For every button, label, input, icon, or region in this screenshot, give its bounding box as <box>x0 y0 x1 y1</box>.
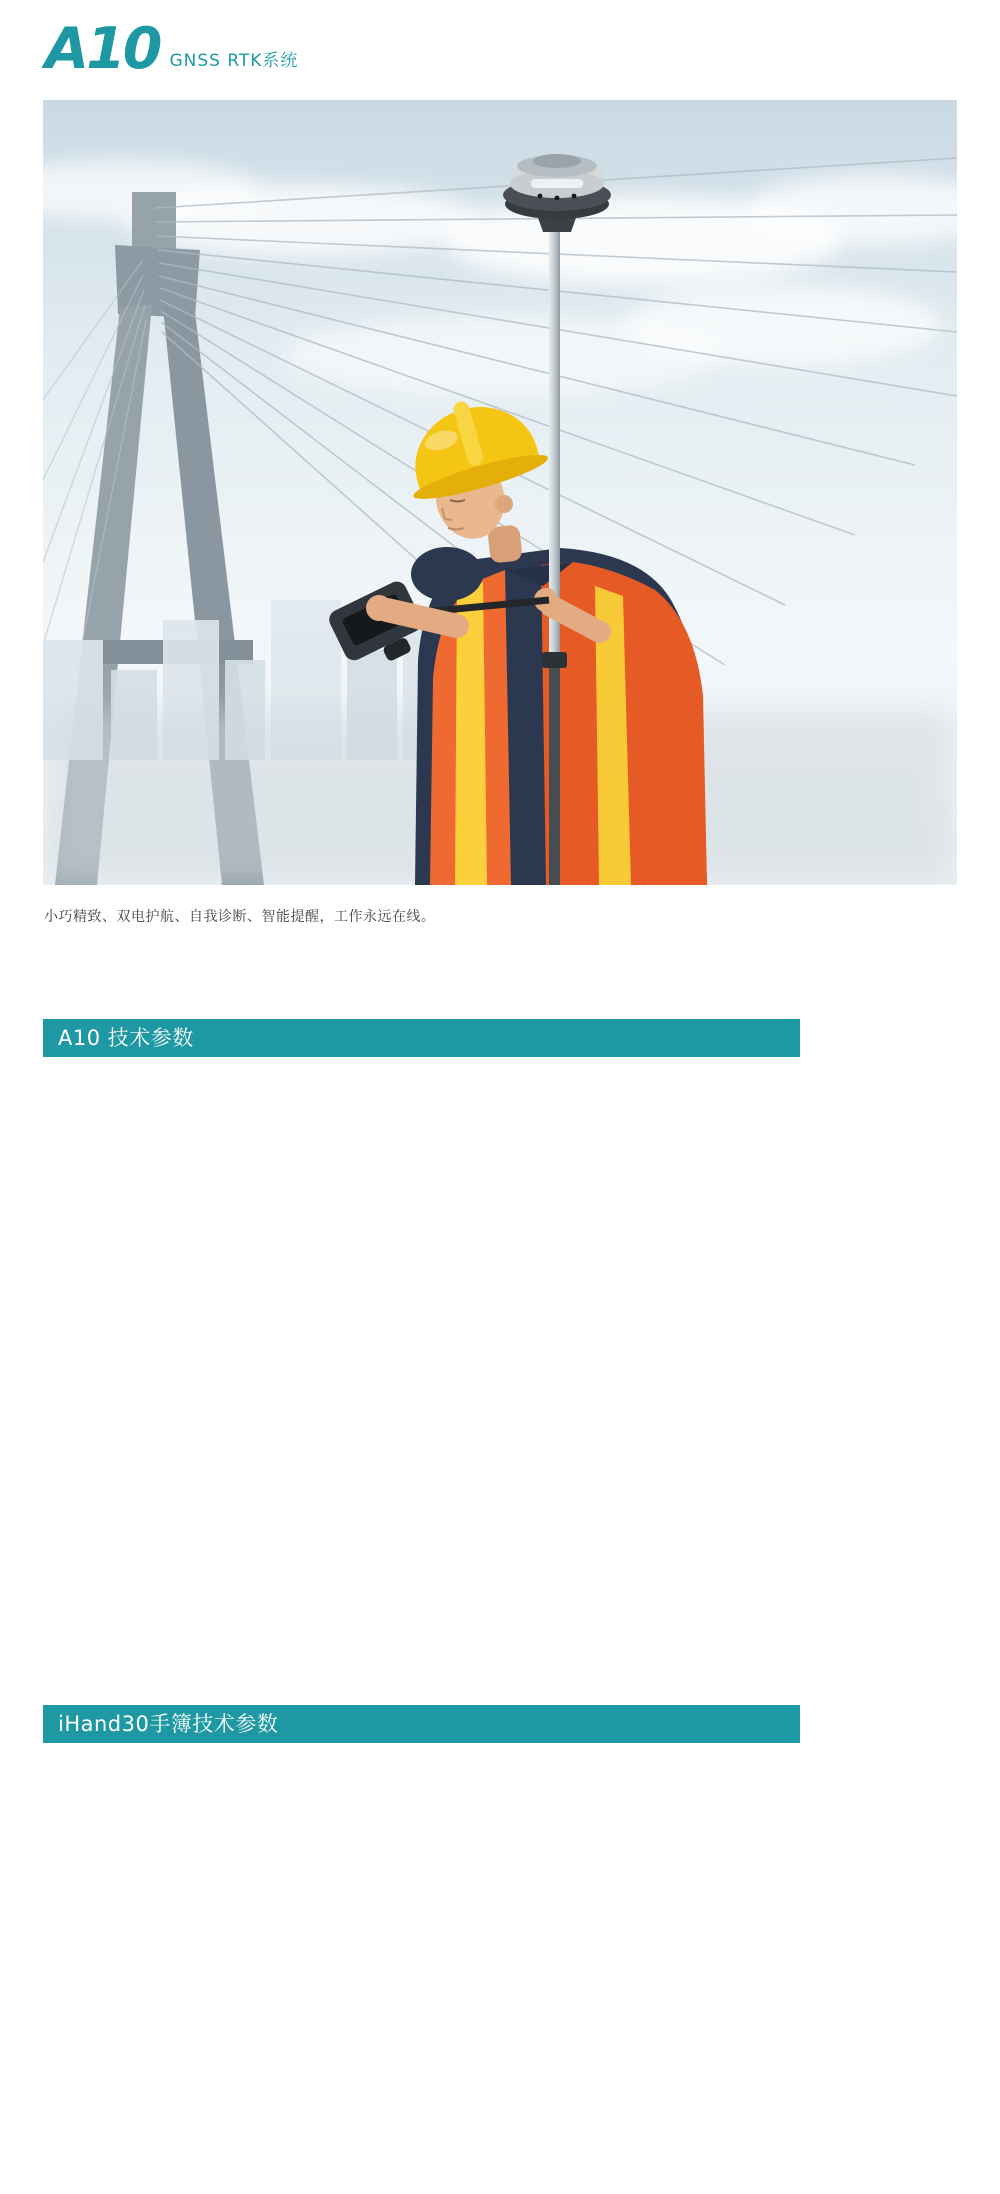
spec-section-ihand30 <box>43 1705 957 1747</box>
hero-photo-illustration <box>43 100 957 885</box>
section-band-a10-title: A10 技术参数 <box>58 1026 194 1050</box>
hero-photo <box>43 100 957 885</box>
brand-logo-subtitle: GNSS RTK系统 <box>169 51 299 72</box>
ear <box>495 495 513 513</box>
section-band-ihand30-title: iHand30手簿技术参数 <box>58 1712 279 1736</box>
shoulder-sleeve <box>411 547 483 601</box>
brand-header <box>45 16 299 82</box>
spec-columns-a10 <box>43 1057 957 1061</box>
spec-columns-ihand30 <box>43 1743 957 1747</box>
right-hand <box>366 595 392 621</box>
brand-logo-text: A10 <box>45 16 160 82</box>
section-band-ihand30 <box>43 1705 800 1743</box>
hero-tagline: 小巧精致、双电护航、自我诊断、智能提醒，工作永远在线。 <box>44 909 436 925</box>
section-band-a10 <box>43 1019 800 1057</box>
spec-section-a10 <box>43 1019 957 1061</box>
right-forearm <box>387 610 457 626</box>
